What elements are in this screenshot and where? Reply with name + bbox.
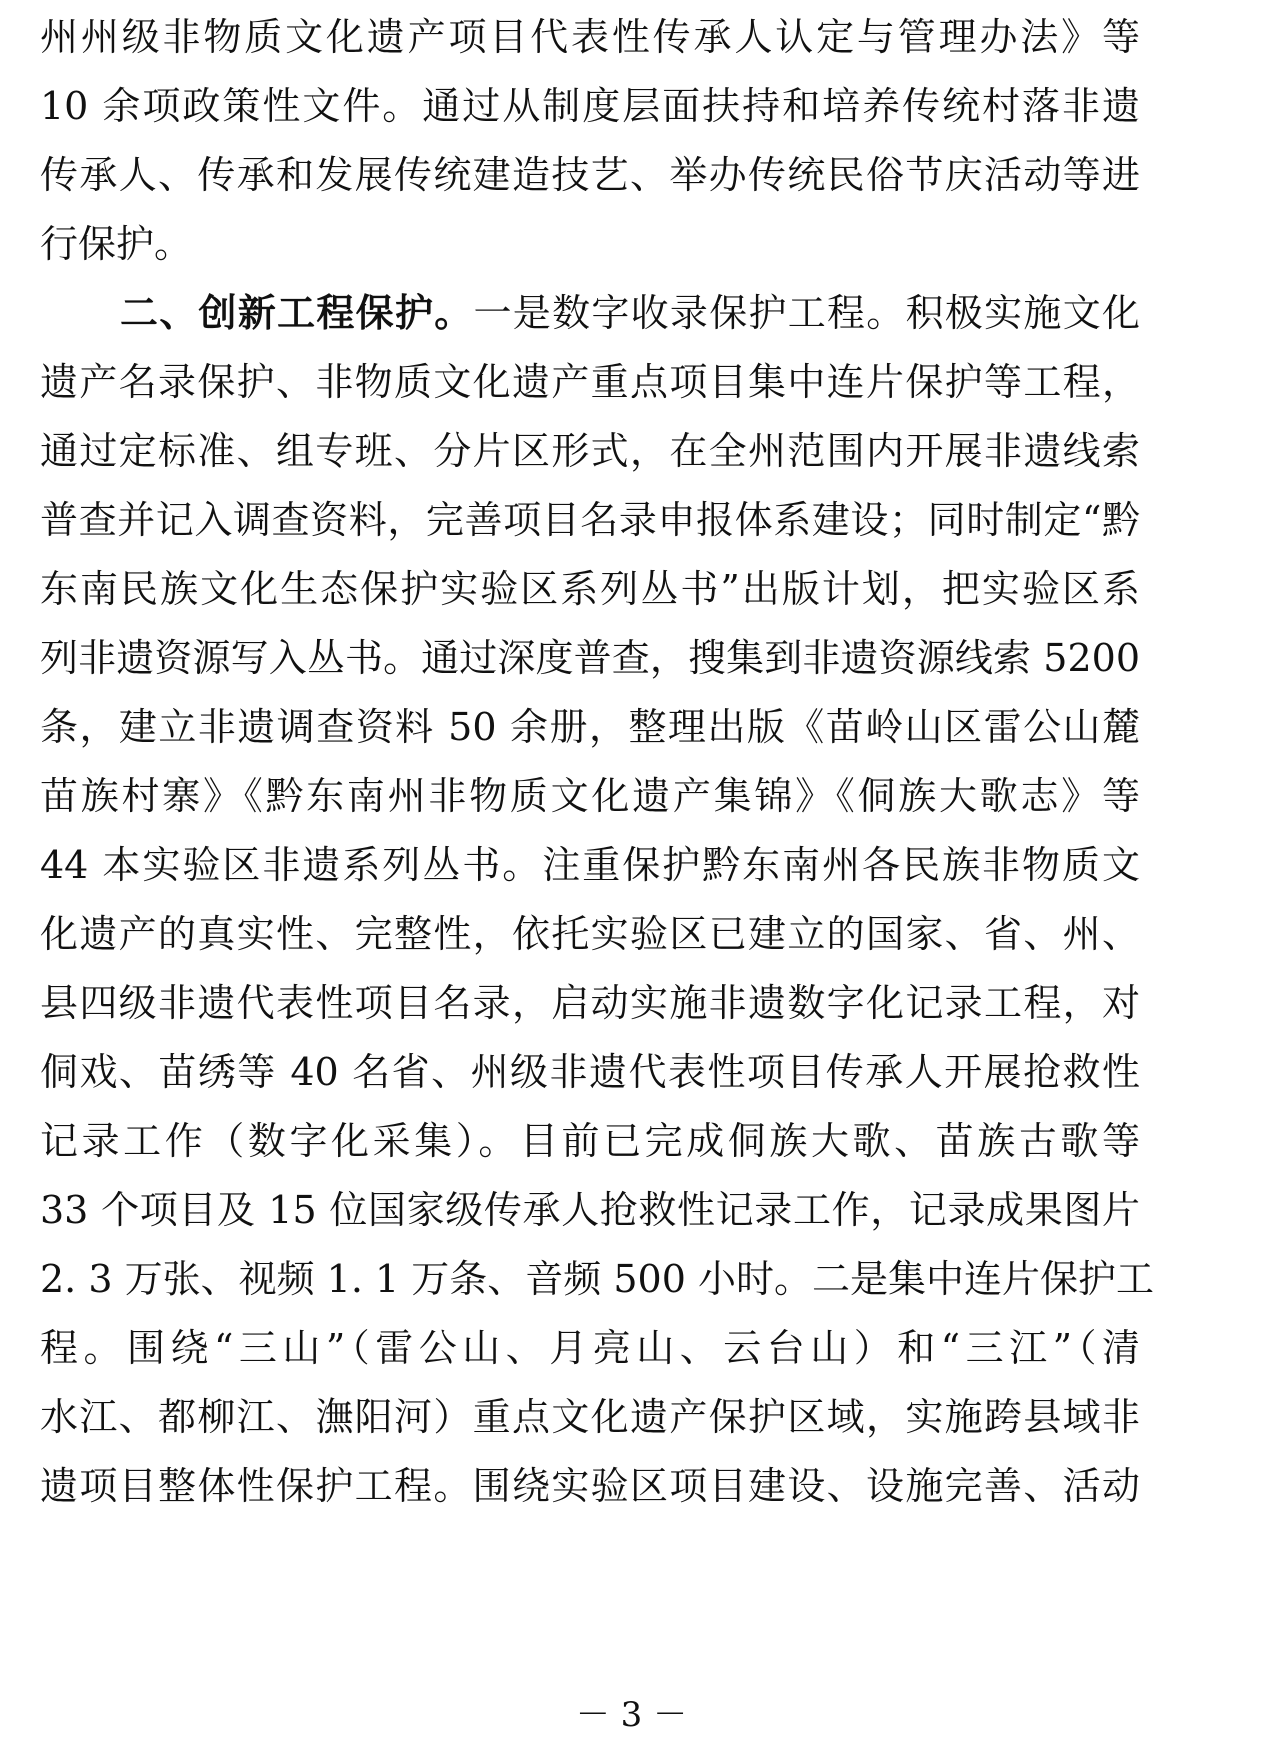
paragraph-line: 2. 3 万张、视频 1. 1 万条、音频 500 小时。二是集中连片保护工 <box>40 1257 1154 1301</box>
paragraph-line: 州州级非物质文化遗产项目代表性传承人认定与管理办法》等 <box>40 15 1140 59</box>
section-heading-rest: 一是数字收录保护工程。积极实施文化 <box>473 291 1140 335</box>
paragraph-line: 10 余项政策性文件。通过从制度层面扶持和培养传统村落非遗 <box>40 84 1140 128</box>
paragraph-line: 水江、都柳江、潕阳河）重点文化遗产保护区域，实施跨县域非 <box>40 1395 1140 1439</box>
paragraph-line: 列非遗资源写入丛书。通过深度普查，搜集到非遗资源线索 5200 <box>40 636 1140 680</box>
paragraph-line: 普查并记入调查资料，完善项目名录申报体系建设；同时制定“黔 <box>40 498 1140 542</box>
paragraph-line: 苗族村寨》《黔东南州非物质文化遗产集锦》《侗族大歌志》等 <box>40 774 1140 818</box>
paragraph-line: 传承人、传承和发展传统建造技艺、举办传统民俗节庆活动等进 <box>40 153 1140 197</box>
section-heading-line <box>120 278 1140 348</box>
paragraph-line: 化遗产的真实性、完整性，依托实验区已建立的国家、省、州、 <box>40 912 1140 956</box>
paragraph-line: 记录工作（数字化采集）。目前已完成侗族大歌、苗族古歌等 <box>40 1119 1140 1163</box>
paragraph-line: 条，建立非遗调查资料 50 余册，整理出版《苗岭山区雷公山麓 <box>40 705 1140 749</box>
paragraph-line: 遗项目整体性保护工程。围绕实验区项目建设、设施完善、活动 <box>40 1464 1140 1508</box>
paragraph-line: 东南民族文化生态保护实验区系列丛书”出版计划，把实验区系 <box>40 567 1140 611</box>
paragraph-line: 县四级非遗代表性项目名录，启动实施非遗数字化记录工程，对 <box>40 981 1140 1025</box>
paragraph-line: 侗戏、苗绣等 40 名省、州级非遗代表性项目传承人开展抢救性 <box>40 1050 1140 1094</box>
paragraph-line: 44 本实验区非遗系列丛书。注重保护黔东南州各民族非物质文 <box>40 843 1140 887</box>
paragraph-line: 33 个项目及 15 位国家级传承人抢救性记录工作，记录成果图片 <box>40 1188 1140 1232</box>
paragraph-line: 通过定标准、组专班、分片区形式，在全州范围内开展非遗线索 <box>40 429 1140 473</box>
page-number: － 3 － <box>575 1695 688 1735</box>
section-heading: 二、创新工程保护。 <box>120 290 474 335</box>
paragraph-line: 遗产名录保护、非物质文化遗产重点项目集中连片保护等工程， <box>40 360 1140 404</box>
paragraph-line: 行保护。 <box>40 222 193 266</box>
paragraph-line: 程。围绕“三山”（雷公山、月亮山、云台山）和“三江”（清 <box>40 1326 1140 1370</box>
